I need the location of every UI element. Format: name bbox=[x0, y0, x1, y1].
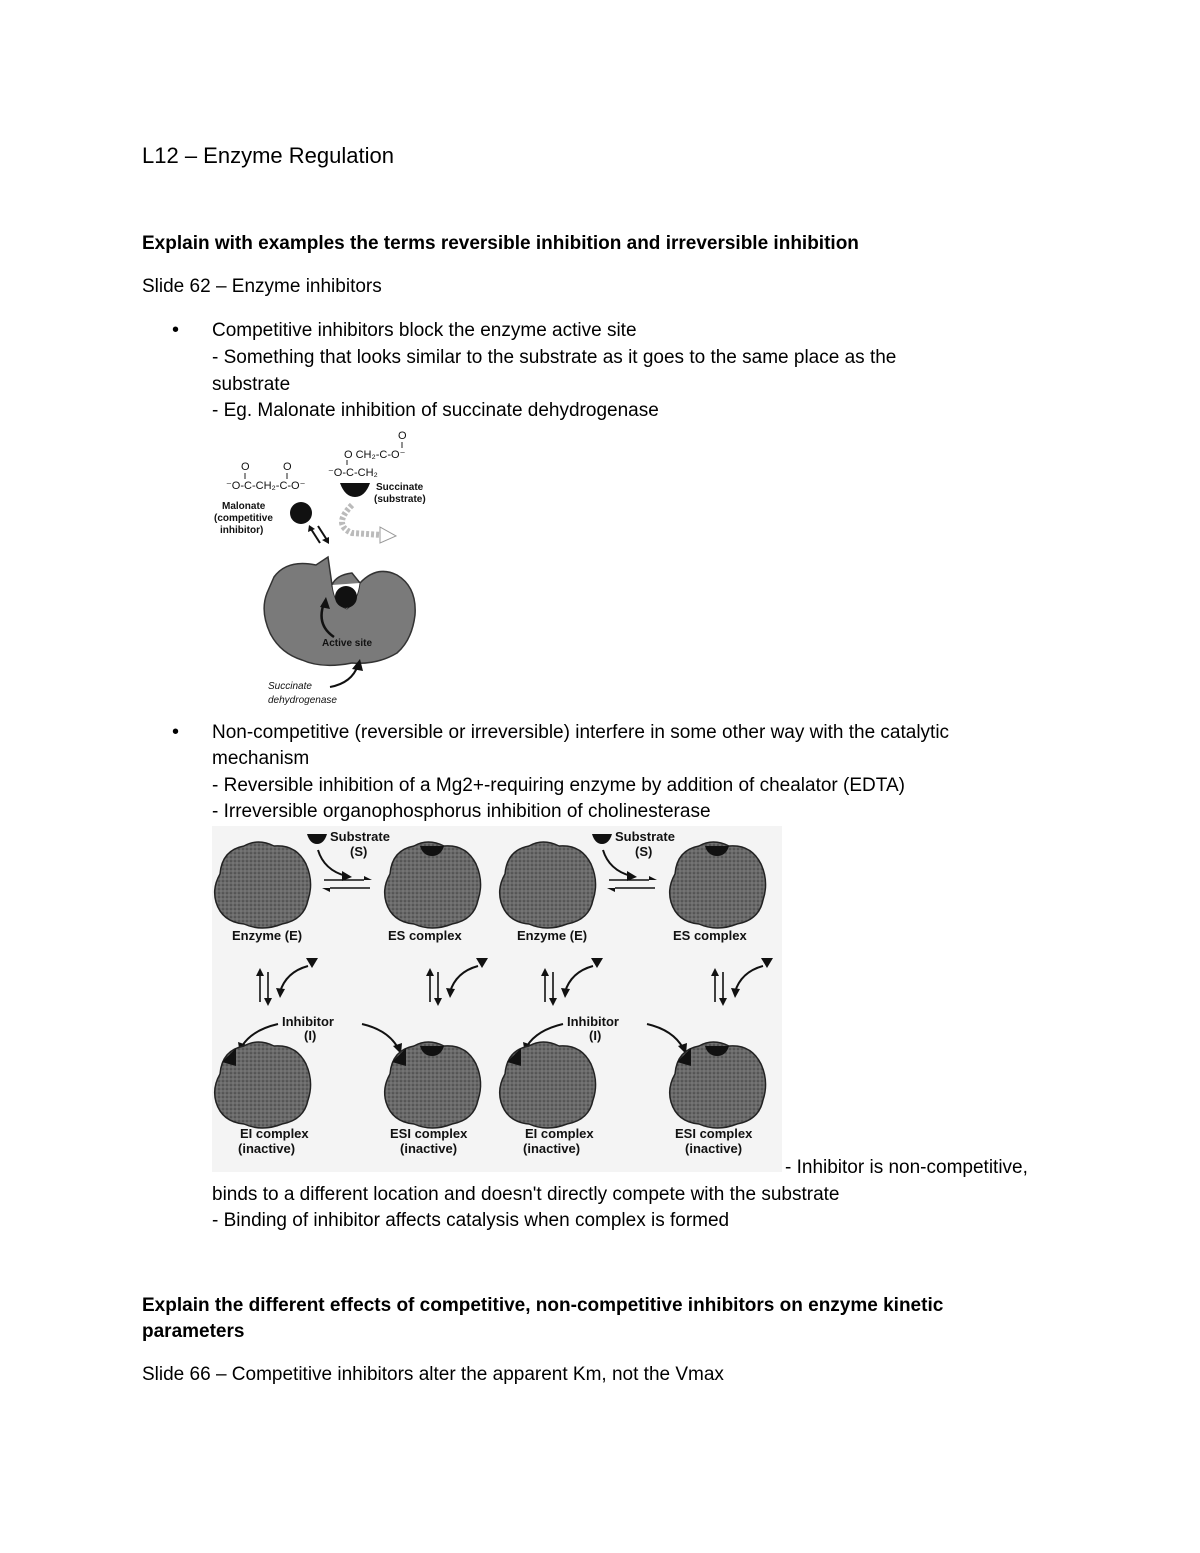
enzyme-label-1: Succinate bbox=[268, 681, 312, 692]
bound-malonate bbox=[335, 586, 357, 608]
succinate-label-2: (substrate) bbox=[374, 494, 426, 505]
inhibitor-label: Inhibitor bbox=[282, 1014, 334, 1029]
malonate-oxygen-1: O bbox=[241, 461, 250, 473]
bullet-dot: • bbox=[172, 319, 180, 341]
bullet-dot: • bbox=[172, 721, 180, 743]
esi-complex-label: ESI complex bbox=[675, 1126, 753, 1141]
esi-inactive-label: (inactive) bbox=[400, 1141, 458, 1156]
ei-complex-label: EI complex bbox=[240, 1126, 309, 1141]
substrate-symbol: (S) bbox=[635, 844, 653, 859]
malonate-oxygen-2: O bbox=[283, 461, 292, 473]
enzyme-label: Enzyme (E) bbox=[232, 928, 303, 943]
section1-heading: Explain with examples the terms reversible inhibition and irreversible inhibition bbox=[142, 233, 859, 254]
noncompetitive-inhibition-figure bbox=[212, 826, 782, 1172]
after-figure-line3: - Binding of inhibitor affects catalysis when complex is formed bbox=[212, 1210, 730, 1231]
ei-inactive-label: (inactive) bbox=[238, 1141, 296, 1156]
substrate-symbol: (S) bbox=[350, 844, 368, 859]
bullet2-line4: - Irreversible organophosphorus inhibition of cholinesterase bbox=[212, 801, 711, 822]
succinate-formula-bottom: ⁻O-C-CH₂ bbox=[328, 467, 378, 479]
esi-inactive-label: (inactive) bbox=[685, 1141, 743, 1156]
bullet1-main: Competitive inhibitors block the enzyme active site bbox=[212, 320, 637, 341]
document-title: L12 – Enzyme Regulation bbox=[142, 143, 394, 168]
es-complex-label: ES complex bbox=[388, 928, 462, 943]
inhibitor-symbol: (I) bbox=[589, 1028, 602, 1043]
bullet1-line4: - Eg. Malonate inhibition of succinate dehydrogenase bbox=[212, 400, 659, 421]
malonate-formula: ⁻O-C-CH₂-C-O⁻ bbox=[226, 480, 306, 492]
substrate-label: Substrate bbox=[615, 829, 675, 844]
ei-complex-label: EI complex bbox=[525, 1126, 594, 1141]
esi-complex-label: ESI complex bbox=[390, 1126, 468, 1141]
after-figure-line2: binds to a different location and doesn't directly compete with the substrate bbox=[212, 1184, 840, 1205]
enzyme-label-2: dehydrogenase bbox=[268, 695, 337, 706]
ei-complex-blob bbox=[500, 1042, 596, 1128]
enzyme-blob bbox=[500, 842, 596, 928]
substrate-label: Substrate bbox=[330, 829, 390, 844]
enzyme-blob bbox=[215, 842, 311, 928]
section2-heading-line1: Explain the different effects of competitive, non-competitive inhibitors on enzyme kinetic bbox=[142, 1295, 944, 1316]
bullet2-main: Non-competitive (reversible or irreversible) interfere in some other way with the catalytic bbox=[212, 722, 950, 743]
malonate-label-3: inhibitor) bbox=[220, 525, 264, 536]
after-figure-line1: - Inhibitor is non-competitive, bbox=[785, 1157, 1028, 1178]
section2-heading-line2: parameters bbox=[142, 1321, 245, 1342]
malonate-ball bbox=[290, 502, 312, 524]
malonate-inhibition-figure bbox=[212, 425, 457, 710]
succinate-label-1: Succinate bbox=[376, 482, 424, 493]
bullet1-line3: substrate bbox=[212, 374, 291, 395]
es-complex-label: ES complex bbox=[673, 928, 747, 943]
section2-slide-title: Slide 66 – Competitive inhibitors alter the apparent Km, not the Vmax bbox=[142, 1364, 724, 1385]
succinate-formula-top: O CH₂-C-O⁻ bbox=[344, 449, 406, 461]
bullet2-line3: - Reversible inhibition of a Mg2+-requiring enzyme by addition of chealator (EDTA) bbox=[212, 775, 905, 796]
section1-slide-title: Slide 62 – Enzyme inhibitors bbox=[142, 276, 382, 297]
inhibitor-label: Inhibitor bbox=[567, 1014, 619, 1029]
ei-complex-blob bbox=[215, 1042, 311, 1128]
succinate-oxygen-top: O bbox=[398, 430, 407, 442]
inhibitor-symbol: (I) bbox=[304, 1028, 317, 1043]
bullet1-line2: - Something that looks similar to the substrate as it goes to the same place as the bbox=[212, 347, 897, 368]
ei-inactive-label: (inactive) bbox=[523, 1141, 581, 1156]
malonate-label-2: (competitive bbox=[214, 513, 273, 524]
malonate-label-1: Malonate bbox=[222, 501, 266, 512]
enzyme-label: Enzyme (E) bbox=[517, 928, 588, 943]
bullet2-line2: mechanism bbox=[212, 748, 310, 769]
active-site-label: Active site bbox=[322, 638, 373, 649]
